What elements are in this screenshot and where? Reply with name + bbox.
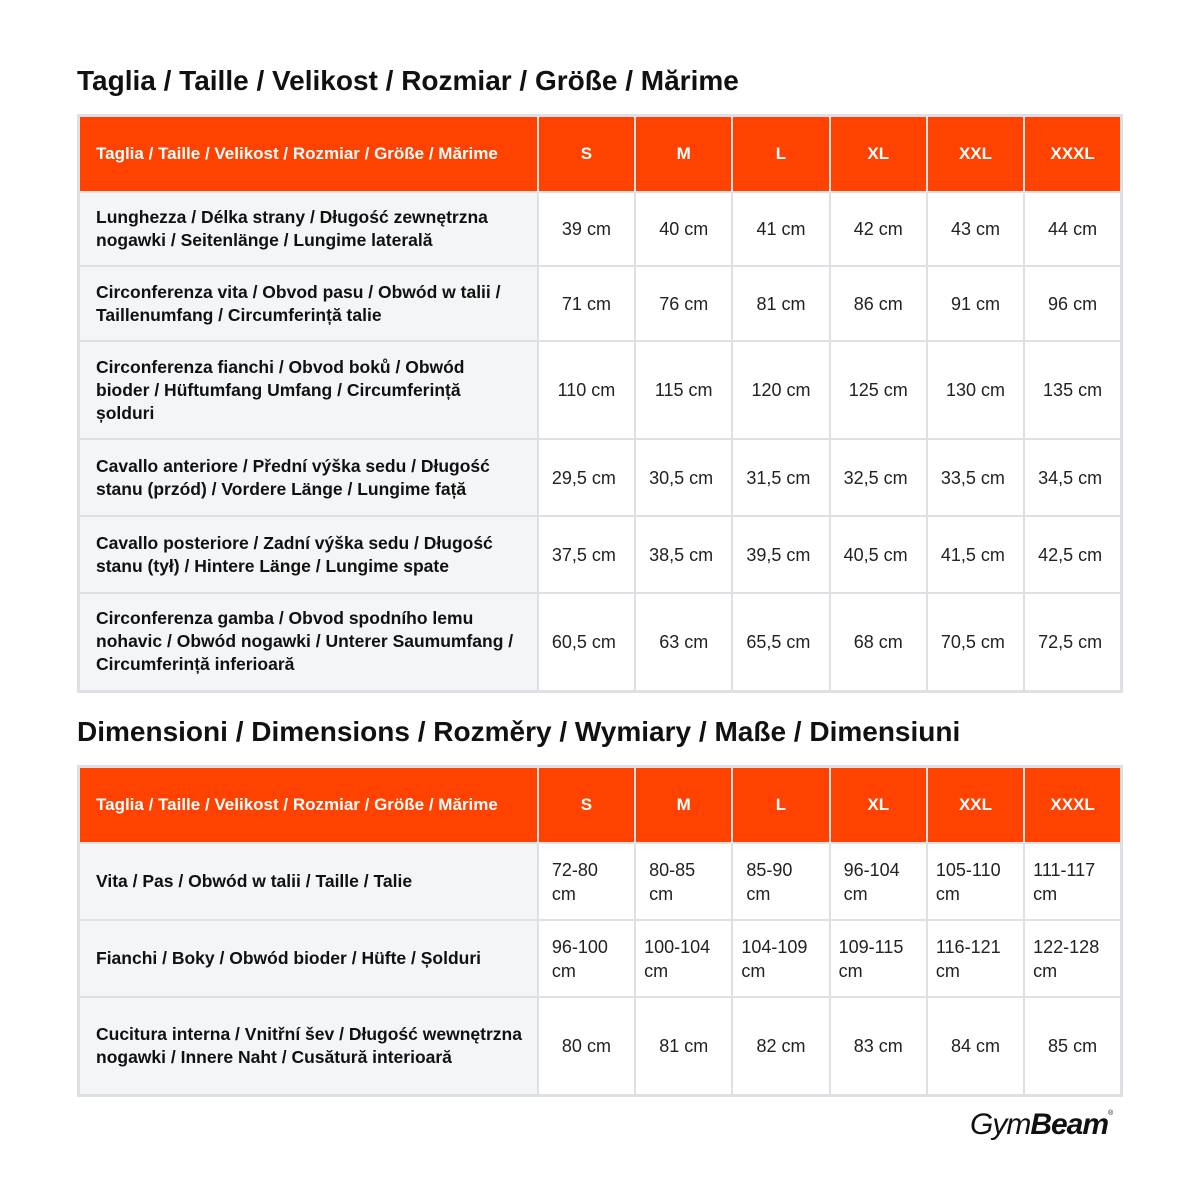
table-cell: 122-128 cm — [1024, 920, 1121, 997]
table-row — [79, 593, 1122, 691]
header-size-l: L — [732, 116, 829, 193]
row-label: Circonferenza vita / Obvod pasu / Obwód w talii / Taillenumfang / Circumferință talie — [79, 266, 538, 341]
table-cell: 104-109 cm — [732, 920, 829, 997]
table-cell: 125 cm — [830, 341, 927, 439]
table-cell: 68 cm — [830, 593, 927, 691]
table-cell: 39,5 cm — [732, 516, 829, 593]
header-size-label: Taglia / Taille / Velikost / Rozmiar / Größe / Mărime — [79, 116, 538, 193]
header-size-xxl: XXL — [927, 116, 1024, 193]
row-label: Fianchi / Boky / Obwód bioder / Hüfte / Șolduri — [79, 920, 538, 997]
row-label: Cavallo anteriore / Přední výška sedu / Długość stanu (przód) / Vordere Länge / Lungime față — [79, 439, 538, 516]
table-cell: 44 cm — [1024, 192, 1121, 266]
table-cell: 32,5 cm — [830, 439, 927, 516]
table-cell: 38,5 cm — [635, 516, 732, 593]
table-row — [79, 439, 1122, 516]
table-cell: 85 cm — [1024, 997, 1121, 1095]
table-cell: 60,5 cm — [538, 593, 635, 691]
table-row — [79, 997, 1122, 1095]
header-size-s: S — [538, 116, 635, 193]
logo-text-gym: Gym — [970, 1108, 1031, 1141]
table-cell: 63 cm — [635, 593, 732, 691]
table-cell: 42,5 cm — [1024, 516, 1121, 593]
table-cell: 40,5 cm — [830, 516, 927, 593]
header-size-m: M — [635, 116, 732, 193]
table-cell: 86 cm — [830, 266, 927, 341]
table-cell: 110 cm — [538, 341, 635, 439]
table-cell: 34,5 cm — [1024, 439, 1121, 516]
table-cell: 40 cm — [635, 192, 732, 266]
table-cell: 120 cm — [732, 341, 829, 439]
header-size-xxxl: XXXL — [1024, 767, 1121, 844]
gymbeam-logo — [970, 1108, 1113, 1142]
logo-text-beam: Beam — [1030, 1108, 1109, 1141]
table-cell: 81 cm — [635, 997, 732, 1095]
table-cell: 43 cm — [927, 192, 1024, 266]
table-cell: 80-85 cm — [635, 843, 732, 920]
table-cell: 82 cm — [732, 997, 829, 1095]
table-cell: 109-115 cm — [830, 920, 927, 997]
table-cell: 41,5 cm — [927, 516, 1024, 593]
header-size-m: M — [635, 767, 732, 844]
table-cell: 115 cm — [635, 341, 732, 439]
table-row — [79, 920, 1122, 997]
header-size-label: Taglia / Taille / Velikost / Rozmiar / Größe / Mărime — [79, 767, 538, 844]
table-cell: 39 cm — [538, 192, 635, 266]
table-cell: 65,5 cm — [732, 593, 829, 691]
table-cell: 135 cm — [1024, 341, 1121, 439]
header-size-xl: XL — [830, 116, 927, 193]
table-cell: 100-104 cm — [635, 920, 732, 997]
header-size-xxxl: XXXL — [1024, 116, 1121, 193]
table-row — [79, 341, 1122, 439]
table-row — [79, 843, 1122, 920]
table-cell: 96 cm — [1024, 266, 1121, 341]
table-row — [79, 192, 1122, 266]
table-cell: 42 cm — [830, 192, 927, 266]
table-cell: 33,5 cm — [927, 439, 1024, 516]
table-row — [79, 266, 1122, 341]
table-cell: 83 cm — [830, 997, 927, 1095]
table-cell: 81 cm — [732, 266, 829, 341]
table-cell: 30,5 cm — [635, 439, 732, 516]
table-cell: 130 cm — [927, 341, 1024, 439]
table-cell: 96-104 cm — [830, 843, 927, 920]
table-cell: 84 cm — [927, 997, 1024, 1095]
row-label: Vita / Pas / Obwód w talii / Taille / Talie — [79, 843, 538, 920]
table-cell: 72,5 cm — [1024, 593, 1121, 691]
table-cell: 41 cm — [732, 192, 829, 266]
table-cell: 70,5 cm — [927, 593, 1024, 691]
row-label: Cucitura interna / Vnitřní šev / Długość wewnętrzna nogawki / Innere Naht / Cusătură interioară — [79, 997, 538, 1095]
table-cell: 80 cm — [538, 997, 635, 1095]
row-label: Circonferenza gamba / Obvod spodního lemu nohavic / Obwód nogawki / Unterer Saumumfang / Circumferință inferioară — [79, 593, 538, 691]
table-cell: 29,5 cm — [538, 439, 635, 516]
table-cell: 31,5 cm — [732, 439, 829, 516]
table-cell: 91 cm — [927, 266, 1024, 341]
size-section-title: Taglia / Taille / Velikost / Rozmiar / Größe / Mărime — [77, 65, 739, 96]
table-cell: 85-90 cm — [732, 843, 829, 920]
table-cell: 111-117 cm — [1024, 843, 1121, 920]
row-label: Lunghezza / Délka strany / Długość zewnętrzna nogawki / Seitenlänge / Lungime laterală — [79, 192, 538, 266]
table-cell: 116-121 cm — [927, 920, 1024, 997]
dimensions-section-title: Dimensioni / Dimensions / Rozměry / Wymiary / Maße / Dimensiuni — [77, 716, 961, 747]
header-size-l: L — [732, 767, 829, 844]
registered-mark: ® — [1108, 1110, 1114, 1117]
table-header-row — [79, 116, 1122, 193]
row-label: Cavallo posteriore / Zadní výška sedu / Długość stanu (tył) / Hintere Länge / Lungime spate — [79, 516, 538, 593]
header-size-xl: XL — [830, 767, 927, 844]
header-size-s: S — [538, 767, 635, 844]
table-cell: 76 cm — [635, 266, 732, 341]
table-cell: 96-100 cm — [538, 920, 635, 997]
size-table — [77, 114, 1123, 693]
table-cell: 71 cm — [538, 266, 635, 341]
header-size-xxl: XXL — [927, 767, 1024, 844]
dimensions-table — [77, 765, 1123, 1097]
table-header-row — [79, 767, 1122, 844]
table-cell: 105-110 cm — [927, 843, 1024, 920]
table-row — [79, 516, 1122, 593]
row-label: Circonferenza fianchi / Obvod boků / Obwód bioder / Hüftumfang Umfang / Circumferință șolduri — [79, 341, 538, 439]
table-cell: 72-80 cm — [538, 843, 635, 920]
table-cell: 37,5 cm — [538, 516, 635, 593]
